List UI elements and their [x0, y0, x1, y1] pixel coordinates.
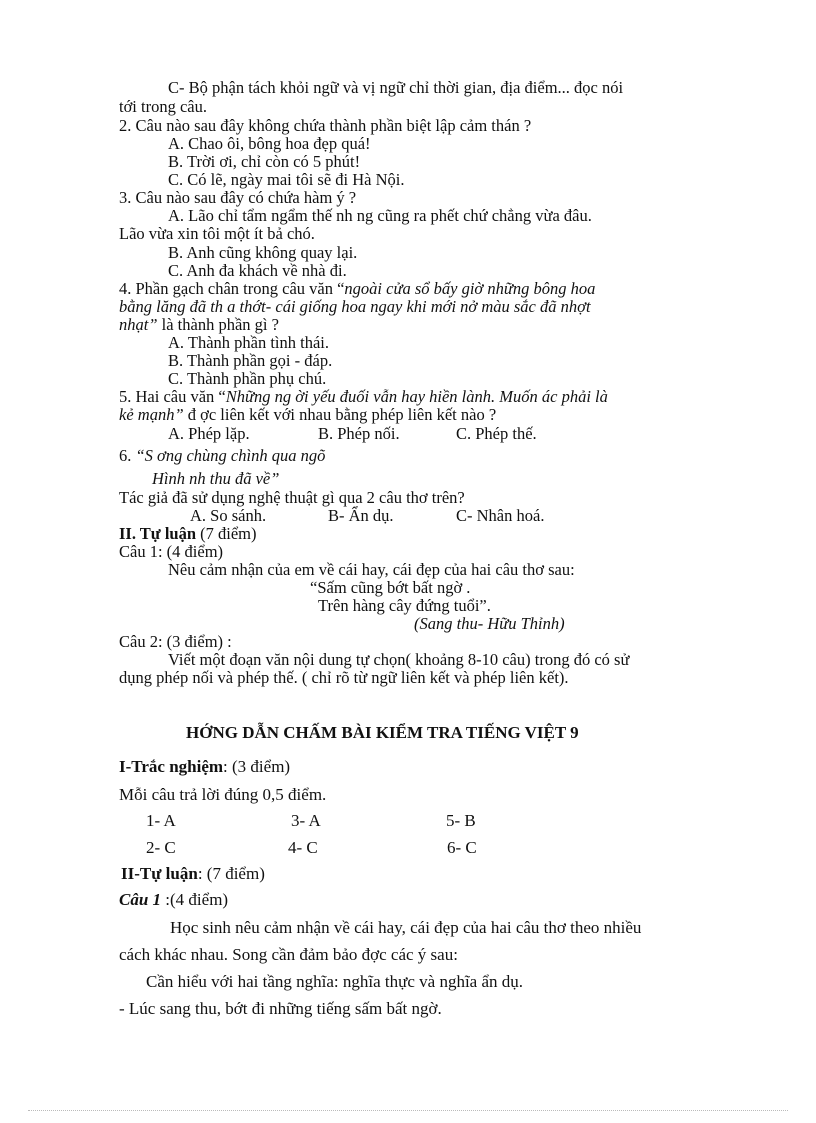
- essay2-prompt-line2: dụng phép nối và phép thế. ( chỉ rõ từ ngữ liên kết và phép liên kết).: [119, 668, 569, 687]
- guide-essay1-text-line4: - Lúc sang thu, bớt đi những tiếng sấm bất ngờ.: [119, 999, 442, 1018]
- answer-3: 3- A: [291, 811, 321, 830]
- q6-question: Tác giả đã sử dụng nghệ thuật gì qua 2 câu thơ trên?: [119, 488, 465, 507]
- q3-option-a-line1: A. Lão chỉ tẩm ngẩm thế nh ng cũng ra phết chứ chẳng vừa đâu.: [168, 206, 592, 225]
- guide-essay1-text-line3: Cần hiểu với hai tầng nghĩa: nghĩa thực và nghĩa ẩn dụ.: [146, 972, 524, 991]
- guide-essay1-title: Câu 1: [119, 890, 162, 909]
- answer-5: 5- B: [446, 811, 476, 830]
- q2-option-c: C. Có lẽ, ngày mai tôi sẽ đi Hà Nội.: [168, 170, 405, 189]
- q5-option-c: C. Phép thế.: [456, 424, 537, 443]
- q1-option-c-line1: C- Bộ phận tách khỏi ngữ và vị ngữ chỉ thời gian, địa điểm... đọc nói: [168, 78, 624, 97]
- guide-title: HỚNG DẪN CHẤM BÀI KIỂM TRA TIẾNG VIỆT 9: [186, 723, 579, 742]
- q4-quote-3: nhạt”: [119, 315, 158, 334]
- q5-tail: đ ợc liên kết với nhau bằng phép liên kết nào ?: [183, 405, 497, 424]
- q6-verse-2: Hình nh thu đã về”: [152, 469, 280, 488]
- q5-quote-1: Những ng ời yếu đuối vẫn hay hiền lành. Muốn ác phải là: [225, 387, 608, 406]
- part2-heading: [119, 524, 257, 543]
- q6-option-a: A. So sánh.: [190, 506, 267, 525]
- q5-intro: 5. Hai câu văn “: [119, 387, 226, 406]
- guide-part1-points: : (3 điểm): [223, 757, 291, 776]
- part2-title: II. Tự luận: [119, 524, 197, 543]
- guide-part1-heading: [119, 757, 290, 776]
- q6-poem-line1: [119, 446, 325, 465]
- q4-quote-1: ngoài cửa sổ bấy giờ những bông hoa: [344, 279, 596, 298]
- q4-quote-2: bằng lăng đã th a thớt- cái giống hoa ngay khi mới nở màu sắc đã nhợt: [119, 297, 591, 316]
- essay1-poem-line2: Trên hàng cây đứng tuổi”.: [318, 596, 491, 615]
- guide-part2-title: II-Tự luận: [121, 864, 198, 883]
- essay2-title: Câu 2: (3 điểm) :: [119, 632, 232, 651]
- q3-option-b: B. Anh cũng không quay lại.: [168, 243, 358, 262]
- guide-essay1-points: :(4 điểm): [161, 890, 229, 909]
- q5-question-line1: [119, 387, 608, 406]
- essay2-prompt-line1: Viết một đoạn văn nội dung tự chọn( khoảng 8-10 câu) trong đó có sử: [168, 650, 630, 669]
- q5-question-line2: [119, 405, 496, 424]
- answer-1: 1- A: [146, 811, 176, 830]
- q3-option-a-line2: Lão vừa xin tôi một ít bả chó.: [119, 224, 315, 243]
- q5-option-a: A. Phép lặp.: [168, 424, 250, 443]
- answer-4: 4- C: [288, 838, 318, 857]
- guide-part1-title: I-Trắc nghiệm: [119, 757, 224, 776]
- q4-question-line3: [119, 315, 279, 334]
- q4-option-b: B. Thành phần gọi - đáp.: [168, 351, 333, 370]
- guide-part2-points: : (7 điểm): [197, 864, 265, 883]
- q2-question: 2. Câu nào sau đây không chứa thành phần biệt lập cảm thán ?: [119, 116, 532, 135]
- q4-option-a: A. Thành phần tình thái.: [168, 333, 330, 352]
- guide-essay1-heading: [119, 890, 228, 909]
- q4-intro: 4. Phần gạch chân trong câu văn “: [119, 279, 345, 298]
- answer-6: 6- C: [447, 838, 477, 857]
- q3-question: 3. Câu nào sau đây có chứa hàm ý ?: [119, 188, 357, 207]
- guide-scoring-note: Mỗi câu trả lời đúng 0,5 điểm.: [119, 785, 327, 804]
- q6-number: 6.: [119, 446, 136, 465]
- q5-option-b: B. Phép nối.: [318, 424, 400, 443]
- q4-tail: là thành phần gì ?: [157, 315, 279, 334]
- essay1-title: Câu 1: (4 điểm): [119, 542, 224, 561]
- q4-option-c: C. Thành phần phụ chú.: [168, 369, 327, 388]
- answer-2: 2- C: [146, 838, 176, 857]
- guide-essay1-text-line1: Học sinh nêu cảm nhận về cái hay, cái đẹp của hai câu thơ theo nhiều: [170, 918, 642, 937]
- guide-essay1-text-line2: cách khác nhau. Song cần đảm bảo đợc các ý sau:: [119, 945, 458, 964]
- q4-question-line1: [119, 279, 595, 298]
- q2-option-b: B. Trời ơi, chỉ còn có 5 phút!: [168, 152, 361, 171]
- q1-option-c-line2: tới trong câu.: [119, 97, 207, 116]
- essay1-prompt: Nêu cảm nhận của em về cái hay, cái đẹp của hai câu thơ sau:: [168, 560, 575, 579]
- guide-part2-heading: [121, 864, 265, 883]
- essay1-poem-source: (Sang thu- Hữu Thỉnh): [414, 614, 565, 633]
- q2-option-a: A. Chao ôi, bông hoa đẹp quá!: [168, 134, 371, 153]
- essay1-poem-line1: “Sấm cũng bớt bất ngờ .: [310, 578, 471, 597]
- q6-verse-1: “S ơng chùng chình qua ngõ: [135, 446, 326, 465]
- page-border: [28, 1110, 788, 1111]
- part2-points: (7 điểm): [196, 524, 257, 543]
- q6-option-b: B- Ẩn dụ.: [328, 506, 394, 525]
- q3-option-c: C. Anh đa khách về nhà đi.: [168, 261, 347, 280]
- q6-option-c: C- Nhân hoá.: [456, 506, 545, 525]
- q5-quote-2: kẻ mạnh”: [119, 405, 184, 424]
